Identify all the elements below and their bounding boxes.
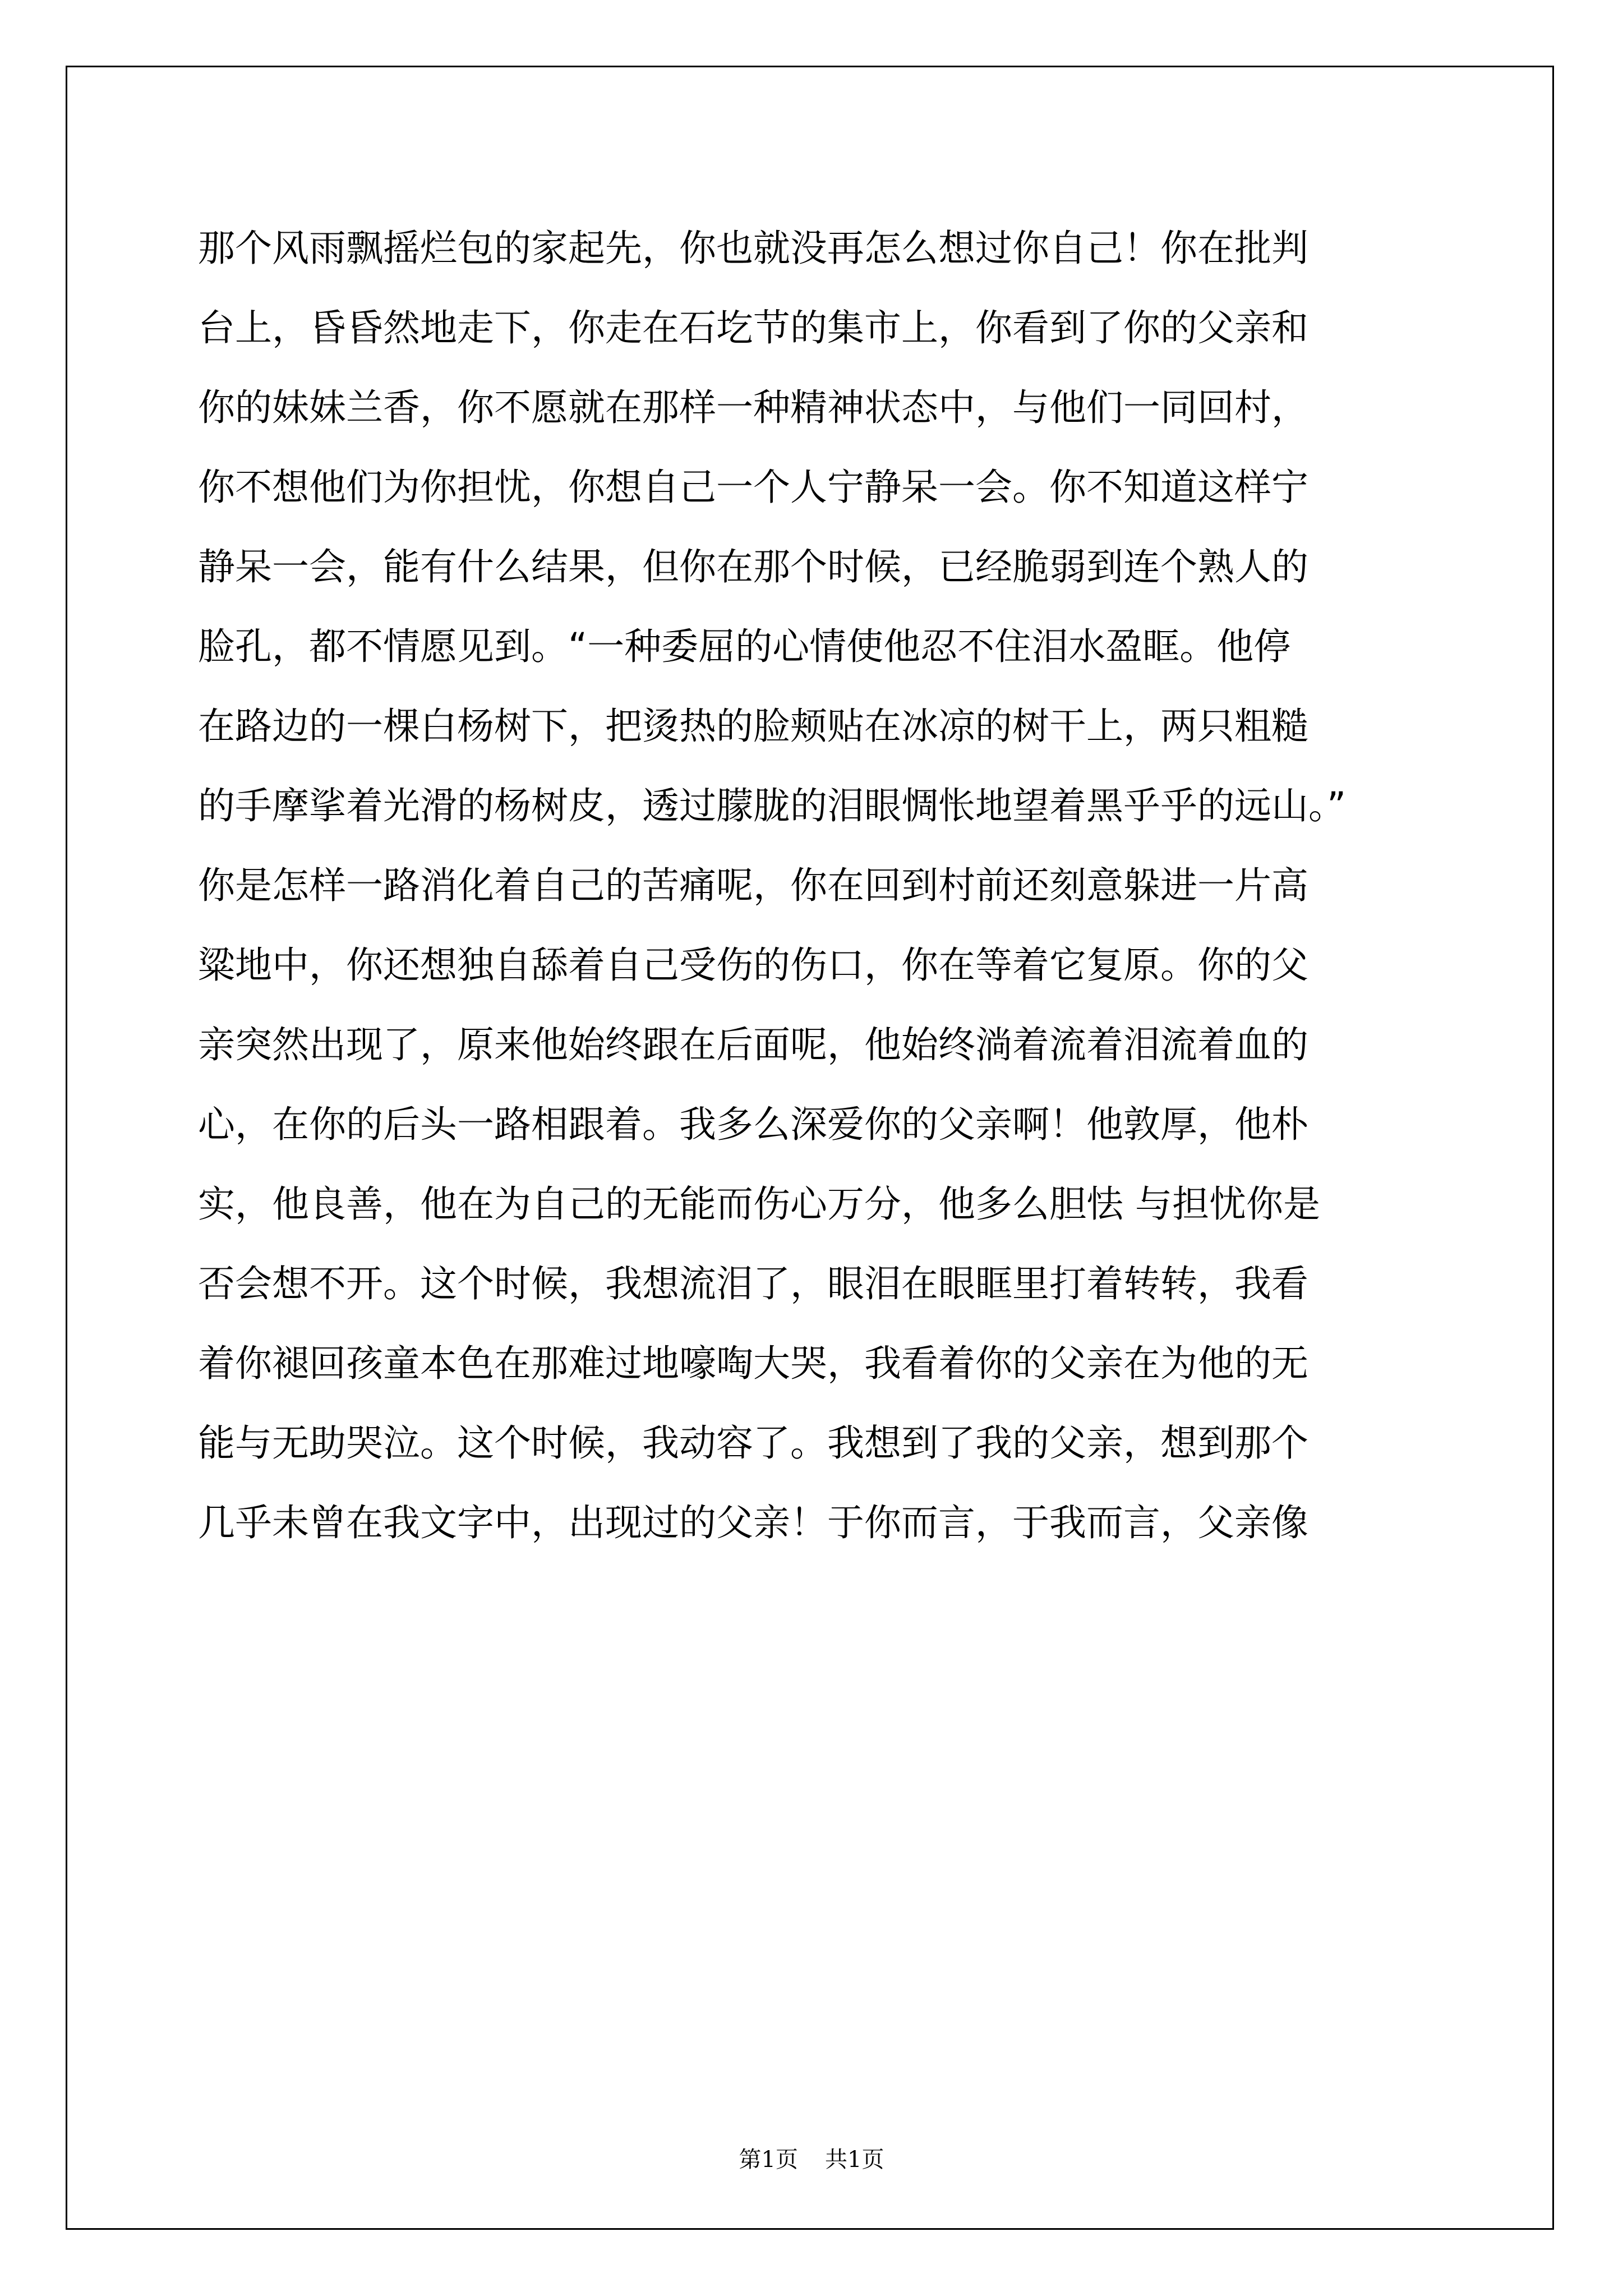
text-line-9: 你是怎样一路消化着自己的苦痛呢，你在回到村前还刻意躲进一片高 xyxy=(198,864,1308,907)
text-line-8: 的手摩挲着光滑的杨树皮，透过朦胧的泪眼惆怅地望着黑乎乎的远山。” xyxy=(198,784,1347,827)
text-line-17: 几乎未曾在我文字中，出现过的父亲！于你而言，于我而言，父亲像 xyxy=(198,1501,1308,1544)
text-line-1: 那个风雨飘摇烂包的家起先，你也就没再怎么想过你自己！你在批判 xyxy=(198,227,1308,270)
text-line-12: 心，在你的后头一路相跟着。我多么深爱你的父亲啊！他敦厚，他朴 xyxy=(198,1103,1308,1146)
page-footer xyxy=(0,2146,1623,2174)
body-text xyxy=(198,209,1465,1563)
page-number: 第1页 xyxy=(739,2147,798,2173)
text-line-2: 台上，昏昏然地走下，你走在石圪节的集市上，你看到了你的父亲和 xyxy=(198,306,1308,349)
text-line-11: 亲突然出现了，原来他始终跟在后面呢，他始终淌着流着泪流着血的 xyxy=(198,1023,1308,1066)
text-line-16: 能与无助哭泣。这个时候，我动容了。我想到了我的父亲，想到那个 xyxy=(198,1421,1308,1465)
text-line-10: 粱地中，你还想独自舔着自己受伤的伤口，你在等着它复原。你的父 xyxy=(198,944,1308,987)
page-total: 共1页 xyxy=(825,2147,884,2173)
text-line-14: 否会想不开。这个时候，我想流泪了，眼泪在眼眶里打着转转，我看 xyxy=(198,1262,1308,1305)
text-line-15: 着你褪回孩童本色在那难过地嚎啕大哭，我看着你的父亲在为他的无 xyxy=(198,1342,1308,1385)
text-line-13: 实，他良善，他在为自己的无能而伤心万分，他多么胆怯 与担忧你是 xyxy=(198,1182,1320,1226)
text-line-7: 在路边的一棵白杨树下，把烫热的脸颊贴在冰凉的树干上，两只粗糙 xyxy=(198,705,1308,748)
text-line-6: 脸孔，都不情愿见到。“一种委屈的心情使他忍不住泪水盈眶。他停 xyxy=(198,625,1291,668)
text-line-5: 静呆一会，能有什么结果，但你在那个时候，已经脆弱到连个熟人的 xyxy=(198,545,1308,588)
text-line-4: 你不想他们为你担忧，你想自己一个人宁静呆一会。你不知道这样宁 xyxy=(198,466,1308,509)
text-line-3: 你的妹妹兰香，你不愿就在那样一种精神状态中，与他们一同回村， xyxy=(198,386,1308,429)
